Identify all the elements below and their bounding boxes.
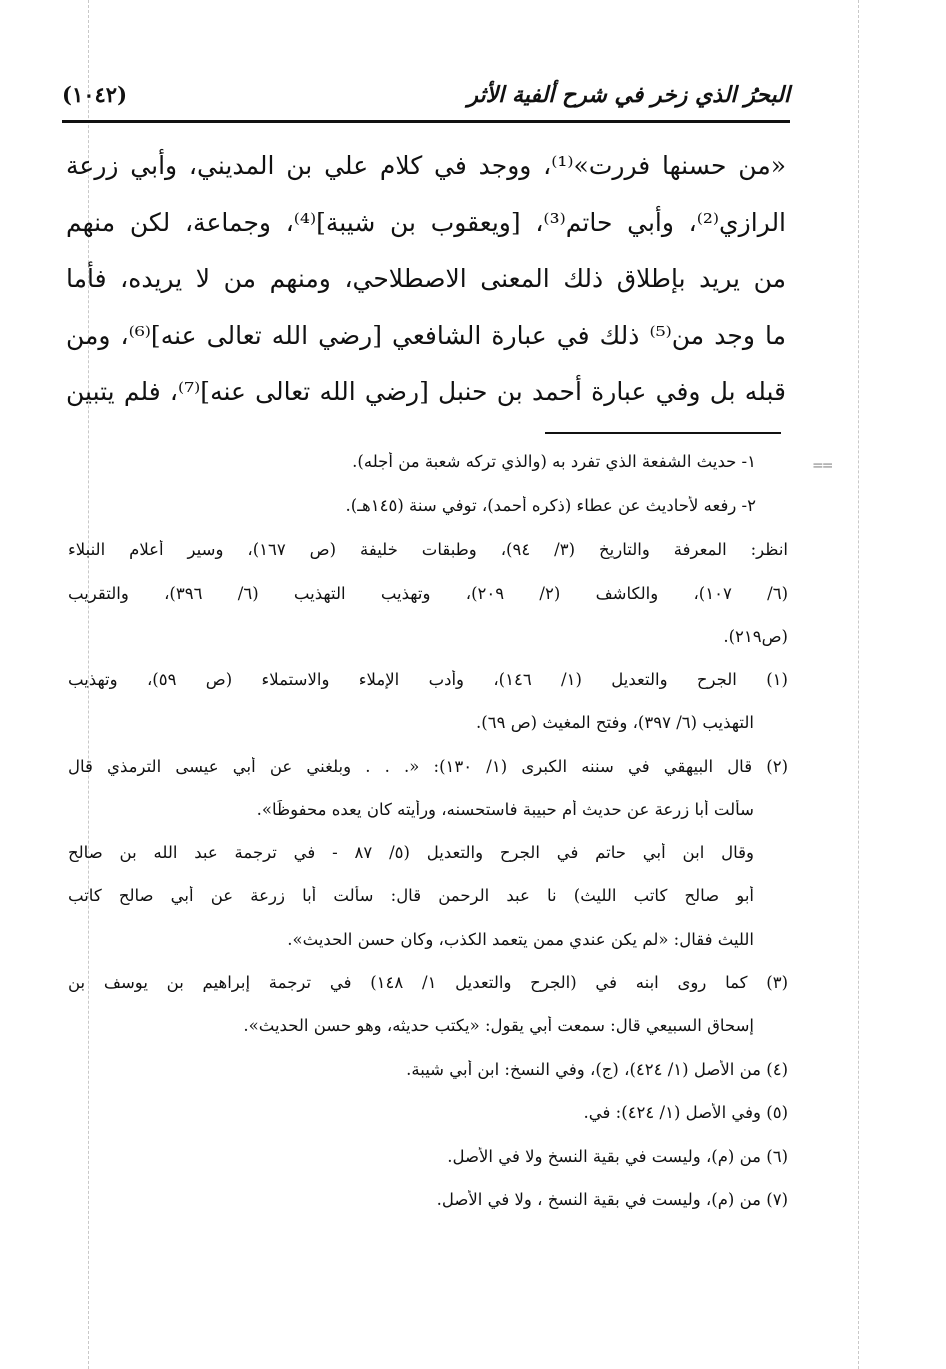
main-text: [66, 138, 786, 421]
text-line: «من حسنها فررت»⁽¹⁾، ووجد في كلام علي بن المديني، وأبي زرعة: [66, 151, 786, 180]
footnote-line: (ص٢١٩).: [723, 627, 788, 646]
footnote-line: أبو صالح كاتب الليث) نا عبد الرحمن قال: سألت أبا زرعة عن أبي صالح كاتب: [68, 886, 754, 905]
footnote-line: (٢) قال البيهقي في سننه الكبرى (١/ ١٣٠): «. . . وبلغني عن أبي عيسى الترمذي قال: [68, 757, 788, 776]
footnote-line: (٤) من الأصل (١/ ٤٢٤)، (ج)، وفي النسخ: ابن أبي شيبة.: [406, 1060, 788, 1079]
footnote-line: إسحاق السبيعي قال: سمعت أبي يقول: «يكتب حديثه، وهو حسن الحديث».: [243, 1016, 754, 1035]
footnote-line: انظر: المعرفة والتاريخ (٣/ ٩٤)، وطبقات خليفة (ص ١٦٧)، وسير أعلام النبلاء: [68, 540, 788, 559]
text-line: من يريد بإطلاق ذلك المعنى الاصطلاحي، ومنهم من لا يريده، فأما: [66, 264, 786, 293]
footnote-line: (٦) من (م)، وليست في بقية النسخ ولا في الأصل.: [447, 1147, 788, 1166]
text-line: قبله بل وفي عبارة أحمد بن حنبل [رضي الله تعالى عنه]⁽⁷⁾، فلم يتبين: [66, 377, 786, 406]
footnote-line: ١- حديث الشفعة الذي تفرد به (والذي تركه شعبة من أجله).: [352, 452, 756, 471]
running-header: [62, 82, 790, 116]
footnote-separator: [545, 432, 781, 434]
footnote-line: (٥) وفي الأصل (١/ ٤٢٤): في.: [583, 1103, 788, 1122]
footnote-line: وقال ابن أبي حاتم في الجرح والتعديل (٥/ ٨٧ - في ترجمة عبد الله بن صالح: [68, 843, 754, 862]
book-title: البحرُ الذي زخر في شرح ألفية الأثر: [467, 82, 790, 108]
footnote-line: سألت أبا زرعة عن حديث أم حبيبة فاستحسنه، ورأيته كان يعده محفوظًا».: [256, 800, 754, 819]
footnote-line: التهذيب (٦/ ٣٩٧)، وفتح المغيث (ص ٦٩).: [476, 713, 754, 732]
header-rule: [62, 120, 790, 123]
footnote-line: (٦/ ١٠٧)، والكاشف (٢/ ٢٠٩)، وتهذيب التهذيب (٦/ ٣٩٦)، والتقريب: [68, 584, 788, 603]
footnote-line: (١) الجرح والتعديل (١/ ١٤٦)، وأدب الإملاء والاستملاء (ص ٥٩)، وتهذيب: [68, 670, 788, 689]
footnote-line: ٢- رفعه لأحاديث عن عطاء (ذكره أحمد)، توفي سنة (١٤٥هـ).: [345, 496, 756, 515]
footnote-line: (٣) كما روى ابنه في (الجرح والتعديل ١/ ١٤٨) في ترجمة إبراهيم بن يوسف بن: [68, 973, 788, 992]
footnote-line: (٧) من (م)، وليست في بقية النسخ ، ولا في الأصل.: [436, 1190, 788, 1209]
text-line: ما وجد من⁽⁵⁾ ذلك في عبارة الشافعي [رضي الله تعالى عنه]⁽⁶⁾، ومن: [66, 320, 786, 350]
text-line: الرازي⁽²⁾، وأبي حاتم⁽³⁾، [ويعقوب بن شيبة]⁽⁴⁾، وجماعة، لكن منهم: [66, 207, 786, 237]
crop-guide-right: [858, 0, 859, 1369]
edge-mark: ==: [812, 458, 832, 474]
footnote-line: الليث فقال: «لم يكن عندي ممن يتعمد الكذب، وكان حسن الحديث».: [287, 930, 754, 949]
page-number: (١٠٤٢): [62, 82, 127, 107]
